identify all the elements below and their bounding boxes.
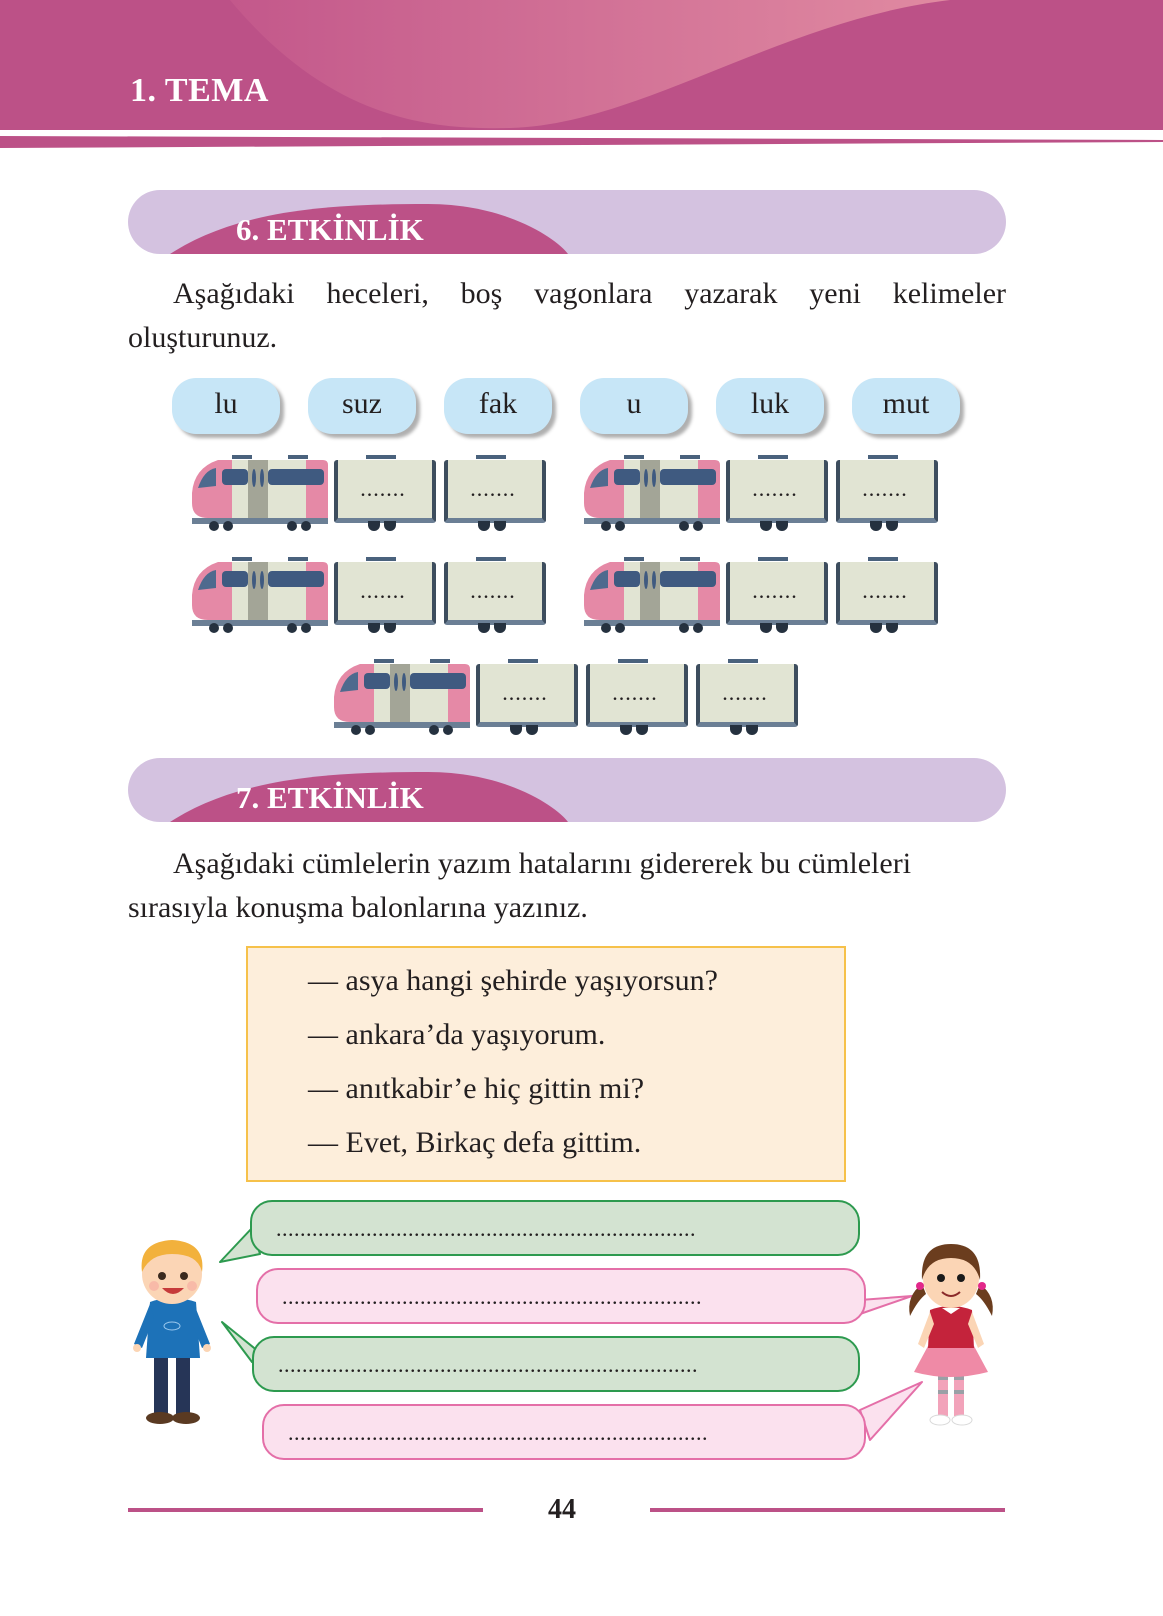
footer-line-right [650, 1508, 1005, 1512]
syllable-card[interactable]: lu [172, 378, 280, 434]
activity-6-instruction: Aşağıdaki heceleri, boş vagonlara yazarak yeni kelimeler oluşturunuz. [128, 277, 1006, 354]
theme-title: 1. TEMA [130, 72, 269, 109]
wagon-slot[interactable] [830, 550, 934, 640]
wagon-blank: ....... [862, 476, 908, 501]
page-header [0, 0, 1163, 130]
wagon-blank: ....... [470, 476, 516, 501]
answer-blank: ...................................................................... [288, 1420, 708, 1445]
sentence: — ankara’da yaşıyorum. [308, 1018, 606, 1051]
sentence: — Evet, Birkaç defa gittim. [308, 1126, 642, 1159]
activity-7-title: 7. ETKİNLİK [236, 780, 424, 815]
wagon-blank: ....... [722, 680, 768, 705]
wagon-blank: ....... [470, 578, 516, 603]
wagon-blank: ....... [752, 476, 798, 501]
syllable-card[interactable]: fak [444, 378, 552, 434]
syllable-card[interactable]: mut [852, 378, 960, 434]
wagon-blank: ....... [752, 578, 798, 603]
header-wave-decoration [0, 0, 1163, 130]
train [580, 550, 950, 640]
speech-bubble-girl-1[interactable] [256, 1268, 866, 1324]
train-locomotive-icon [580, 448, 720, 538]
train-locomotive-icon [188, 448, 328, 538]
train-locomotive-icon [330, 652, 470, 742]
wagon-blank: ....... [360, 578, 406, 603]
boy-character-icon [128, 1234, 218, 1434]
answer-blank: ...................................................................... [282, 1284, 702, 1309]
train-locomotive-icon [188, 550, 328, 640]
train [330, 652, 810, 742]
activity-7-banner [128, 758, 1006, 822]
wagon-slot[interactable] [720, 550, 824, 640]
speech-bubble-boy-1[interactable] [250, 1200, 860, 1256]
wagon-blank: ....... [360, 476, 406, 501]
answer-blank: ...................................................................... [276, 1216, 696, 1241]
activity-7-instruction: Aşağıdaki cümlelerin yazım hatalarını gidererek bu cümleleri sırasıyla konuşma balonlarına yazınız. [128, 847, 912, 924]
activity-6-title: 6. ETKİNLİK [236, 212, 424, 247]
wagon-blank: ....... [612, 680, 658, 705]
wagon-blank: ....... [862, 578, 908, 603]
train [188, 448, 558, 538]
syllable-card[interactable]: u [580, 378, 688, 434]
answer-blank: ...................................................................... [278, 1352, 698, 1377]
sentence: — asya hangi şehirde yaşıyorsun? [308, 964, 718, 997]
wagon-slot[interactable] [328, 448, 432, 538]
wagon-slot[interactable] [720, 448, 824, 538]
train-locomotive-icon [580, 550, 720, 640]
wagon-slot[interactable] [438, 550, 542, 640]
wagon-slot[interactable] [438, 448, 542, 538]
wagon-slot[interactable] [830, 448, 934, 538]
page-number: 44 [548, 1494, 576, 1525]
wagon-slot[interactable] [328, 550, 432, 640]
train [188, 550, 558, 640]
girl-character-icon [900, 1236, 1000, 1436]
header-stripe [0, 136, 1163, 148]
wagon-blank: ....... [502, 680, 548, 705]
syllable-card[interactable]: suz [308, 378, 416, 434]
train [580, 448, 950, 538]
wagon-slot[interactable] [690, 652, 794, 742]
footer-line-left [128, 1508, 483, 1512]
syllable-card[interactable]: luk [716, 378, 824, 434]
wagon-slot[interactable] [470, 652, 574, 742]
speech-bubble-girl-2[interactable] [262, 1404, 866, 1460]
sentence: — anıtkabir’e hiç gittin mi? [308, 1072, 645, 1105]
speech-bubble-boy-2[interactable] [252, 1336, 860, 1392]
sentences-box [246, 946, 846, 1182]
activity-6-banner [128, 190, 1006, 254]
wagon-slot[interactable] [580, 652, 684, 742]
